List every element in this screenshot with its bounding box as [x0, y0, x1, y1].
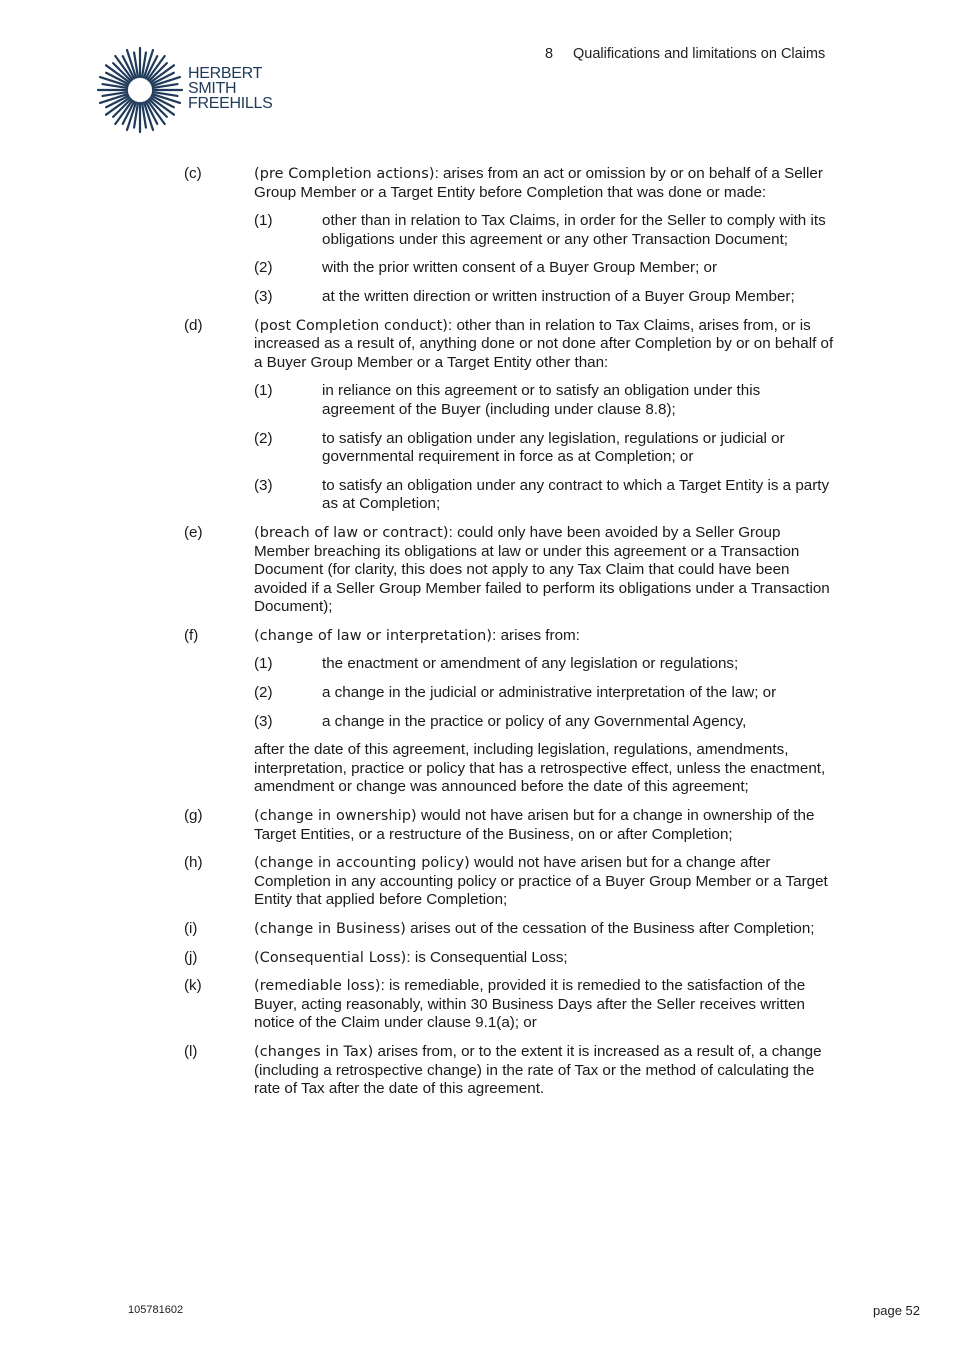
- page-number: page 52: [873, 1303, 920, 1318]
- subclause-label: (3): [254, 712, 273, 730]
- clause-item: [184, 949, 834, 968]
- clause-item: [184, 524, 834, 617]
- clause-item: [184, 1043, 834, 1099]
- subclause-text: at the written direction or written instruction of a Buyer Group Member;: [322, 287, 795, 305]
- clause-heading: (change of law or interpretation): [254, 627, 493, 644]
- clause-heading: (breach of law or contract): [254, 524, 449, 541]
- starburst-logo-icon: [96, 46, 186, 136]
- clause-body: [254, 317, 834, 373]
- subclause-label: (2): [254, 259, 273, 277]
- subclause-label: (3): [254, 287, 273, 305]
- clause-item: [184, 977, 834, 1033]
- clause-body: [254, 524, 834, 617]
- subclause-text: in reliance on this agreement or to satisfy an obligation under this agreement of the Buyer (including under clause 8.8);: [322, 382, 761, 418]
- clause-label: (d): [184, 316, 203, 334]
- clause-text: : arises from:: [492, 626, 580, 644]
- document-number: 105781602: [128, 1304, 184, 1316]
- subclause-text: with the prior written consent of a Buyer Group Member; or: [322, 259, 718, 277]
- subclause-text: other than in relation to Tax Claims, in order for the Seller to comply with its obligations under this agreement or any other Transaction Document;: [322, 212, 826, 248]
- clause-body: [254, 1043, 834, 1099]
- subclause-item: [254, 655, 834, 674]
- subclause-text: a change in the practice or policy of any Governmental Agency,: [322, 712, 747, 730]
- clause-item: [184, 627, 834, 797]
- running-header: [545, 46, 825, 62]
- clause-label: (f): [184, 626, 199, 644]
- clause-item: [184, 920, 834, 939]
- clause-body: [254, 627, 834, 646]
- subclause-text: a change in the judicial or administrative interpretation of the law; or: [322, 684, 777, 702]
- subclause-item: [254, 684, 834, 703]
- subclause-item: [254, 713, 834, 732]
- logo-wordmark: [188, 66, 272, 111]
- subclause-label: (2): [254, 684, 273, 702]
- clause-list: [184, 165, 834, 1109]
- subclause-label: (3): [254, 476, 273, 494]
- clause-text: : is remediable, provided it is remedied to the satisfaction of the Buyer, acting reasonably, within 30 Business Days after the Seller receives written notice of the Claim under clause 9.1(a); or: [254, 977, 806, 1032]
- clause-label: (l): [184, 1042, 198, 1060]
- clause-label: (h): [184, 854, 203, 872]
- clause-heading: (change in ownership): [254, 808, 417, 825]
- clause-heading: (change in accounting policy): [254, 855, 470, 872]
- clause-text: arises from, or to the extent it is increased as a result of, a change (including a retrospective change) in the rate of Tax or the method of calculating the rate of Tax after the date of this agreement.: [254, 1042, 822, 1098]
- clause-item: [184, 165, 834, 307]
- clause-body: [254, 854, 834, 910]
- clause-label: (e): [184, 523, 203, 541]
- clause-text: would not have arisen but for a change in ownership of the Target Entities, or a restructure of the Business, on or after Completion;: [254, 807, 815, 843]
- subclause-label: (1): [254, 212, 273, 230]
- clause-label: (k): [184, 977, 202, 995]
- subclause-item: [254, 259, 834, 278]
- logo-line-2: SMITH: [188, 80, 237, 97]
- clause-heading: (remediable loss): [254, 978, 381, 995]
- subclause-item: [254, 430, 834, 467]
- clause-heading: (changes in Tax): [254, 1043, 374, 1060]
- clause-body: [254, 807, 834, 844]
- subclause-item: [254, 212, 834, 249]
- company-logo: [96, 46, 276, 136]
- clause-label: (j): [184, 948, 198, 966]
- clause-heading: (pre Completion actions): [254, 166, 435, 182]
- subclause-label: (2): [254, 429, 273, 447]
- logo-line-3: FREEHILLS: [188, 95, 273, 112]
- clause-label: (c): [184, 165, 202, 182]
- clause-item: [184, 807, 834, 844]
- clause-text: : arises from an act or omission by or on behalf of a Seller Group Member or a Target Entity before Completion that was done or made:: [254, 165, 823, 201]
- clause-body: [254, 920, 834, 939]
- subclause-text: to satisfy an obligation under any legislation, regulations or judicial or governmental requirement in force as at Completion; or: [322, 429, 785, 466]
- section-title: Qualifications and limitations on Claims: [573, 46, 826, 62]
- clause-heading: (post Completion conduct): [254, 317, 449, 334]
- subclause-text: the enactment or amendment of any legislation or regulations;: [322, 655, 739, 673]
- clause-body: [254, 977, 834, 1033]
- clause-body: [254, 165, 834, 202]
- subclause-label: (1): [254, 655, 273, 673]
- clause-text: would not have arisen but for a change after Completion in any accounting policy or practice of a Buyer Group Member or a Target Entity that applied before Completion;: [254, 854, 828, 909]
- clause-label: (g): [184, 807, 203, 825]
- clause-heading: (Consequential Loss): [254, 949, 407, 966]
- subclause-item: [254, 288, 834, 307]
- clause-text: : could only have been avoided by a Seller Group Member breaching its obligations at law or under this agreement or a Transaction Document (for clarity, this does not apply to any Tax Claim that could have been avoided if a Seller Group Member failed to perform its obligations under a Transaction Document);: [254, 523, 830, 616]
- clause-text: : is Consequential Loss;: [406, 948, 568, 966]
- section-number: 8: [545, 46, 554, 62]
- clause-item: [184, 317, 834, 514]
- clause-continuation: after the date of this agreement, including legislation, regulations, amendments, interpretation, practice or policy that has a retrospective effect, unless the enactment, amendment or change was announced before the date of this agreement;: [254, 741, 826, 796]
- clause-item: [184, 854, 834, 910]
- clause-body: [254, 949, 834, 968]
- subclause-text: to satisfy an obligation under any contract to which a Target Entity is a party as at Completion;: [322, 476, 830, 513]
- clause-label: (i): [184, 920, 198, 937]
- clause-text: arises out of the cessation of the Business after Completion;: [405, 920, 815, 937]
- logo-line-1: HERBERT: [188, 65, 263, 82]
- subclause-label: (1): [254, 382, 273, 400]
- subclause-item: [254, 477, 834, 514]
- subclause-item: [254, 382, 834, 419]
- clause-heading: (change in Business): [254, 921, 406, 937]
- clause-text: : other than in relation to Tax Claims, arises from, or is increased as a result of, anything done or not done after Completion by or on behalf of a Buyer Group Member or a Target Entity other than:: [254, 316, 834, 371]
